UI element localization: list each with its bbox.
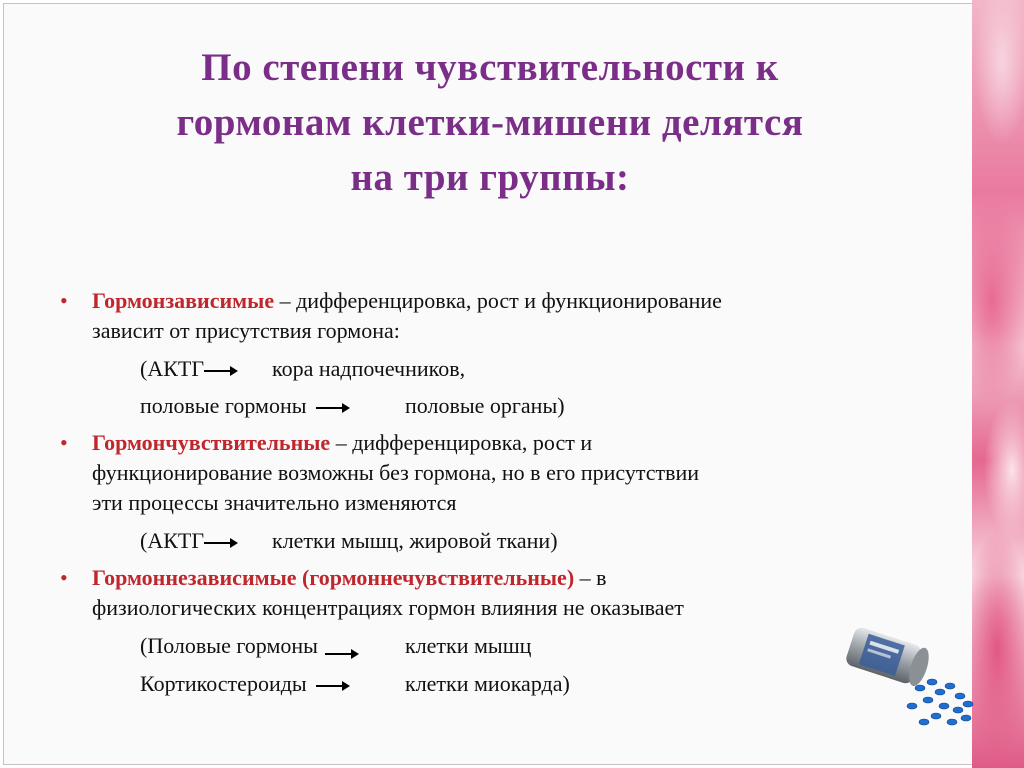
group3-ex1-from: (Половые гормоны [140,633,318,658]
group1-desc1: – дифференцировка, рост и функционирование [274,288,722,313]
bullet-dot: • [60,430,68,455]
group3-line1 [92,565,607,591]
group1-example1 [140,356,238,382]
group3-ex1-to: клетки мышц [405,633,532,658]
group3-ex2-to: клетки миокарда) [405,671,570,696]
group3-example1 [140,633,359,659]
group2-ex1-to: клетки мышц, жировой ткани) [272,528,558,553]
group3-ex2-from: Кортикостероиды [140,671,307,696]
group3-desc2: физиологических концентрациях гормон влияния не оказывает [92,595,684,620]
title-line-1: По степени чувствительности к [201,46,779,89]
group2-line1 [92,430,592,456]
bullet-dot: • [60,565,68,590]
group2-ex1-from: (АКТГ [140,528,205,553]
group3-term: Гормоннезависимые (гормоннечувствительные) [92,565,575,590]
group3-example2 [140,671,350,697]
group2-desc2: функционирование возможны без гормона, но в его присутствии [92,460,700,485]
group1-example2 [140,393,350,419]
arrow-right-icon [316,680,350,692]
arrow-right-icon [204,537,238,549]
slide-title [60,40,920,205]
title-line-2: гормонам клетки-мишени делятся [176,101,804,144]
group2-desc3: эти процессы значительно изменяются [92,490,457,515]
group2-desc1: – дифференцировка, рост и [330,430,593,455]
pill-bottle-icon [840,618,975,738]
arrow-right-icon [325,648,359,660]
group1-term: Гормонзависимые [92,288,275,313]
group1-ex2-from: половые гормоны [140,393,307,418]
group1-ex1-to: кора надпочечников, [272,356,466,381]
arrow-right-icon [204,365,238,377]
arrow-right-icon [316,402,350,414]
group1-line1 [92,288,722,314]
group1-ex1-from: (АКТГ [140,356,205,381]
bullet-dot: • [60,288,68,313]
group1-ex2-to: половые органы) [405,393,565,418]
title-line-3: на три группы: [350,156,630,199]
group2-term: Гормончувствительные [92,430,331,455]
group1-desc2: зависит от присутствия гормона: [92,318,400,343]
group2-example1 [140,528,238,554]
flower-decoration [972,0,1024,768]
group3-desc1: – в [574,565,607,590]
